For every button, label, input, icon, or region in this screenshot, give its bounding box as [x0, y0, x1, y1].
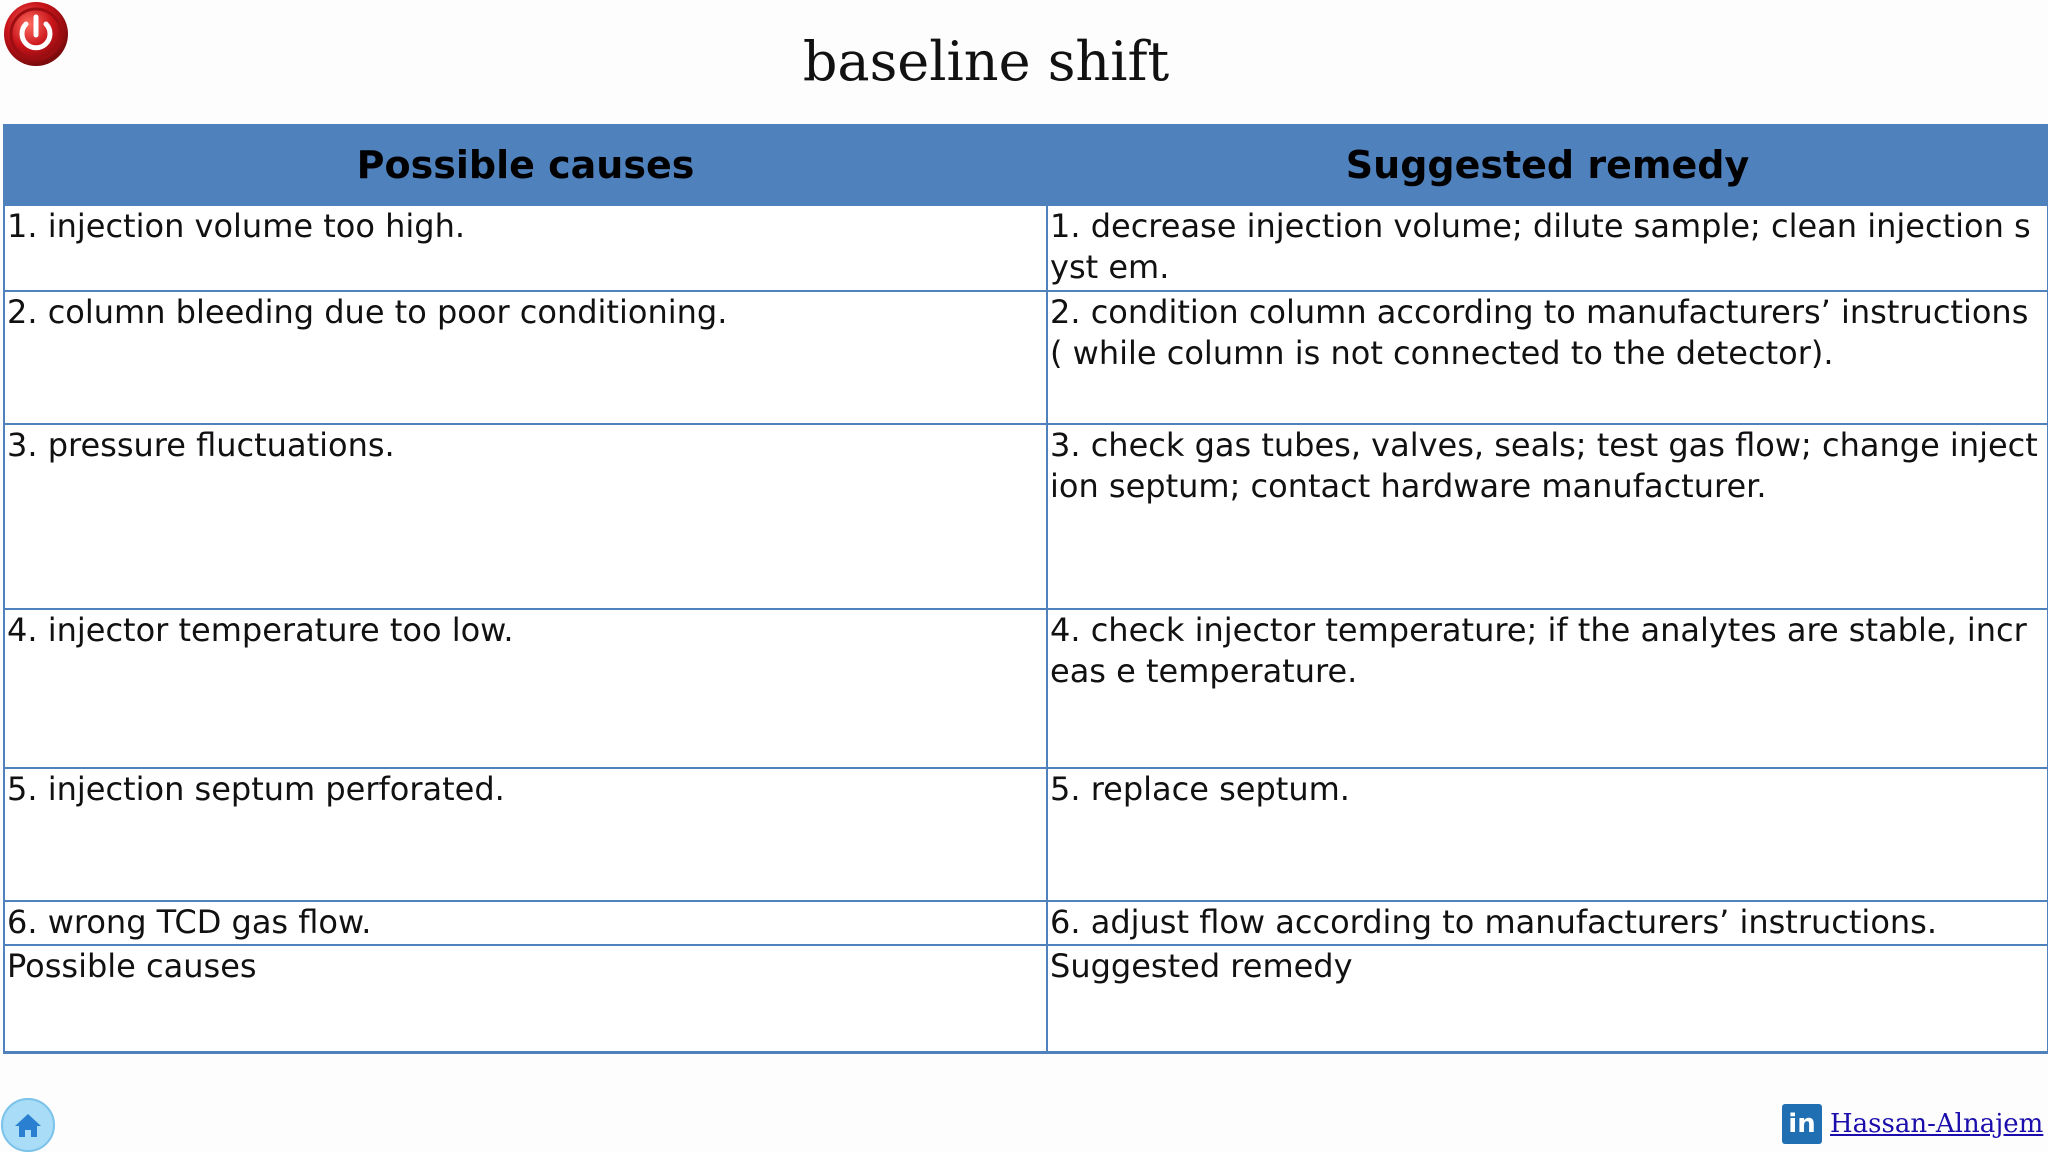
author-link[interactable] [1782, 1104, 2043, 1144]
cause-cell: Possible causes [4, 945, 1047, 1052]
table-header-row [4, 125, 2048, 205]
remedy-cell: Suggested remedy [1047, 945, 2048, 1052]
cause-cell: 6. wrong TCD gas flow. [4, 901, 1047, 945]
remedy-cell: 4. check injector temperature; if the analytes are stable, increas e temperature. [1047, 609, 2048, 768]
remedy-cell: 1. decrease injection volume; dilute sample; clean injection syst em. [1047, 205, 2048, 291]
cause-cell: 4. injector temperature too low. [4, 609, 1047, 768]
home-icon[interactable] [1, 1098, 55, 1152]
page-title: baseline shift [802, 30, 1170, 93]
linkedin-icon[interactable]: in [1782, 1104, 1822, 1144]
table-row [4, 609, 2048, 768]
remedy-cell: 2. condition column according to manufacturers’ instructions ( while column is not connected to the detector). [1047, 291, 2048, 424]
cause-cell: 3. pressure fluctuations. [4, 424, 1047, 609]
remedy-cell: 6. adjust flow according to manufacturers’ instructions. [1047, 901, 2048, 945]
cause-cell: 2. column bleeding due to poor conditioning. [4, 291, 1047, 424]
cause-cell: 1. injection volume too high. [4, 205, 1047, 291]
table-row [4, 768, 2048, 901]
author-name[interactable]: Hassan-Alnajem [1830, 1109, 2044, 1139]
remedy-cell: 3. check gas tubes, valves, seals; test gas flow; change injection septum; contact hardware manufacturer. [1047, 424, 2048, 609]
table-row [4, 945, 2048, 1052]
cause-cell: 5. injection septum perforated. [4, 768, 1047, 901]
table-row [4, 291, 2048, 424]
table-row [4, 205, 2048, 291]
troubleshooting-table [3, 124, 2048, 1054]
header-suggested-remedy: Suggested remedy [1047, 125, 2048, 205]
header-possible-causes: Possible causes [4, 125, 1047, 205]
table-row [4, 424, 2048, 609]
remedy-cell: 5. replace septum. [1047, 768, 2048, 901]
table-row [4, 901, 2048, 945]
